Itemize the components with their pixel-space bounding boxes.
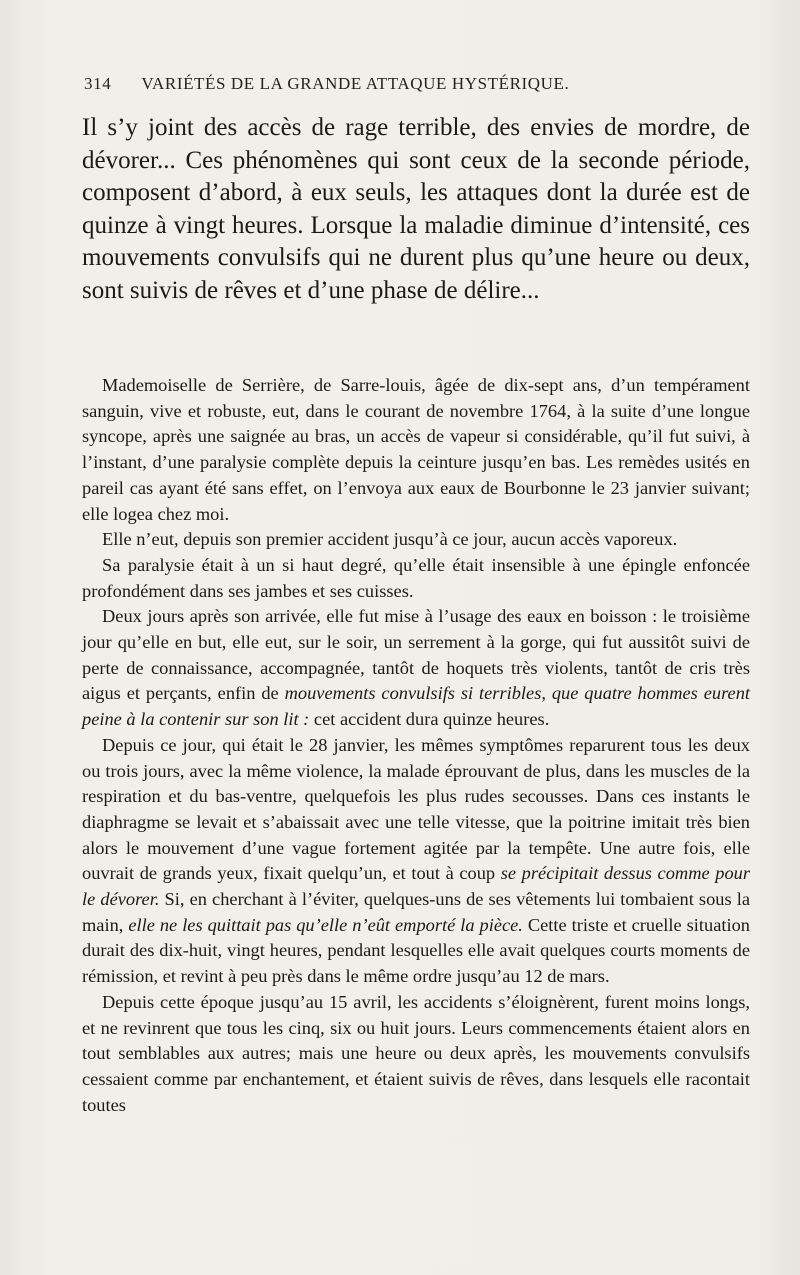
text-run: Mademoiselle de Serrière, de Sarre-louis, âgée de dix-sept ans, d’un tempérament sanguin, vive et robuste, eut, dans le courant de novembre 1764, à la suite d’une longue syncope, après une saignée au bras, un accès de vapeur si considérable, qu’il fut suivi, à l’instant, d’une paralysie complète depuis la ceinture jusqu’en bas. Les remèdes usités en pareil cas ayant été sans effet, on l’envoya aux eaux de Bourbonne le 23 janvier suivant; elle logea chez moi.	[82, 375, 750, 524]
text-run: cet accident dura quinze heures.	[309, 709, 550, 730]
paragraph	[82, 733, 750, 990]
text-run: Si, en cherchant à l’éviter, quelques-uns de ses vêtements lui tombaient sous la main,	[82, 889, 750, 935]
body-text	[82, 373, 750, 1118]
running-title: VARIÉTÉS DE LA GRANDE ATTAQUE HYSTÉRIQUE.	[141, 74, 570, 93]
italic-text: elle ne les quittait pas qu’elle n’eût emporté la pièce.	[128, 914, 523, 935]
text-run: Elle n’eut, depuis son premier accident jusqu’à ce jour, aucun accès vaporeux.	[102, 529, 678, 550]
paragraph	[82, 527, 750, 553]
text-run: Deux jours après son arrivée, elle fut mise à l’usage des eaux en boisson : le troisième jour qu’elle en but, elle eut, sur le soir, un serrement à la gorge, qui fut aussitôt suivi de perte de connaissance, accompagnée, tantôt de hoquets très violents, tantôt de cris très aigus et perçants, enfin de	[82, 606, 750, 704]
text-run: Cette triste et cruelle situation durait des dix-huit, vingt heures, pendant lesquelles elle avait quelques courts moments de rémission, et revint à peu près dans le même ordre jusqu’au 12 de mars.	[82, 914, 750, 987]
page-number: 314	[84, 74, 112, 93]
paragraph	[82, 990, 750, 1119]
italic-text: mouvements convulsifs si terribles, que quatre hommes eurent peine à la contenir sur son lit :	[82, 683, 751, 730]
paragraph	[82, 373, 750, 527]
paragraph	[82, 553, 750, 604]
text-run: Depuis ce jour, qui était le 28 janvier, les mêmes symptômes reparurent tous les deux ou trois jours, avec la même violence, la malade éprouvant de plus, dans les muscles de la respiration et du bas-ventre, quelquefois les plus rudes secousses. Dans ces instants le diaphragme se levait et s’abaissait avec une telle vitesse, que la poitrine imitait très bien alors le mouvement d’une vague fortement agitée par la tempête. Une autre fois, elle ouvrait de grands yeux, fixait quelqu’un, et tout à coup	[82, 734, 750, 884]
running-header	[84, 74, 644, 94]
text-run: Depuis cette époque jusqu’au 15 avril, les accidents s’éloignèrent, furent moins longs, et ne revinrent que tous les cinq, six ou huit jours. Leurs commencements étaient alors en tout semblables aux autres; mais une heure ou deux après, les mouvements convulsifs cessaient comme par enchantement, et étaient suivis de rêves, dans lesquels elle racontait toutes	[82, 991, 750, 1115]
block-quote: Il s’y joint des accès de rage terrible, des envies de mordre, de dévorer... Ces phénomènes qui sont ceux de la seconde période, composent d’abord, à eux seuls, les attaques dont la durée est de quinze à vingt heures. Lorsque la maladie diminue d’intensité, ces mouvements convulsifs qui ne durent plus qu’une heure ou deux, sont suivis de rêves et d’une phase de délire...	[82, 114, 750, 304]
paragraph	[82, 604, 750, 733]
italic-text: se précipitait dessus comme pour le dévorer.	[82, 863, 750, 910]
text-run: Sa paralysie était à un si haut degré, qu’elle était insensible à une épingle enfoncée profondément dans ses jambes et ses cuisses.	[82, 554, 750, 601]
